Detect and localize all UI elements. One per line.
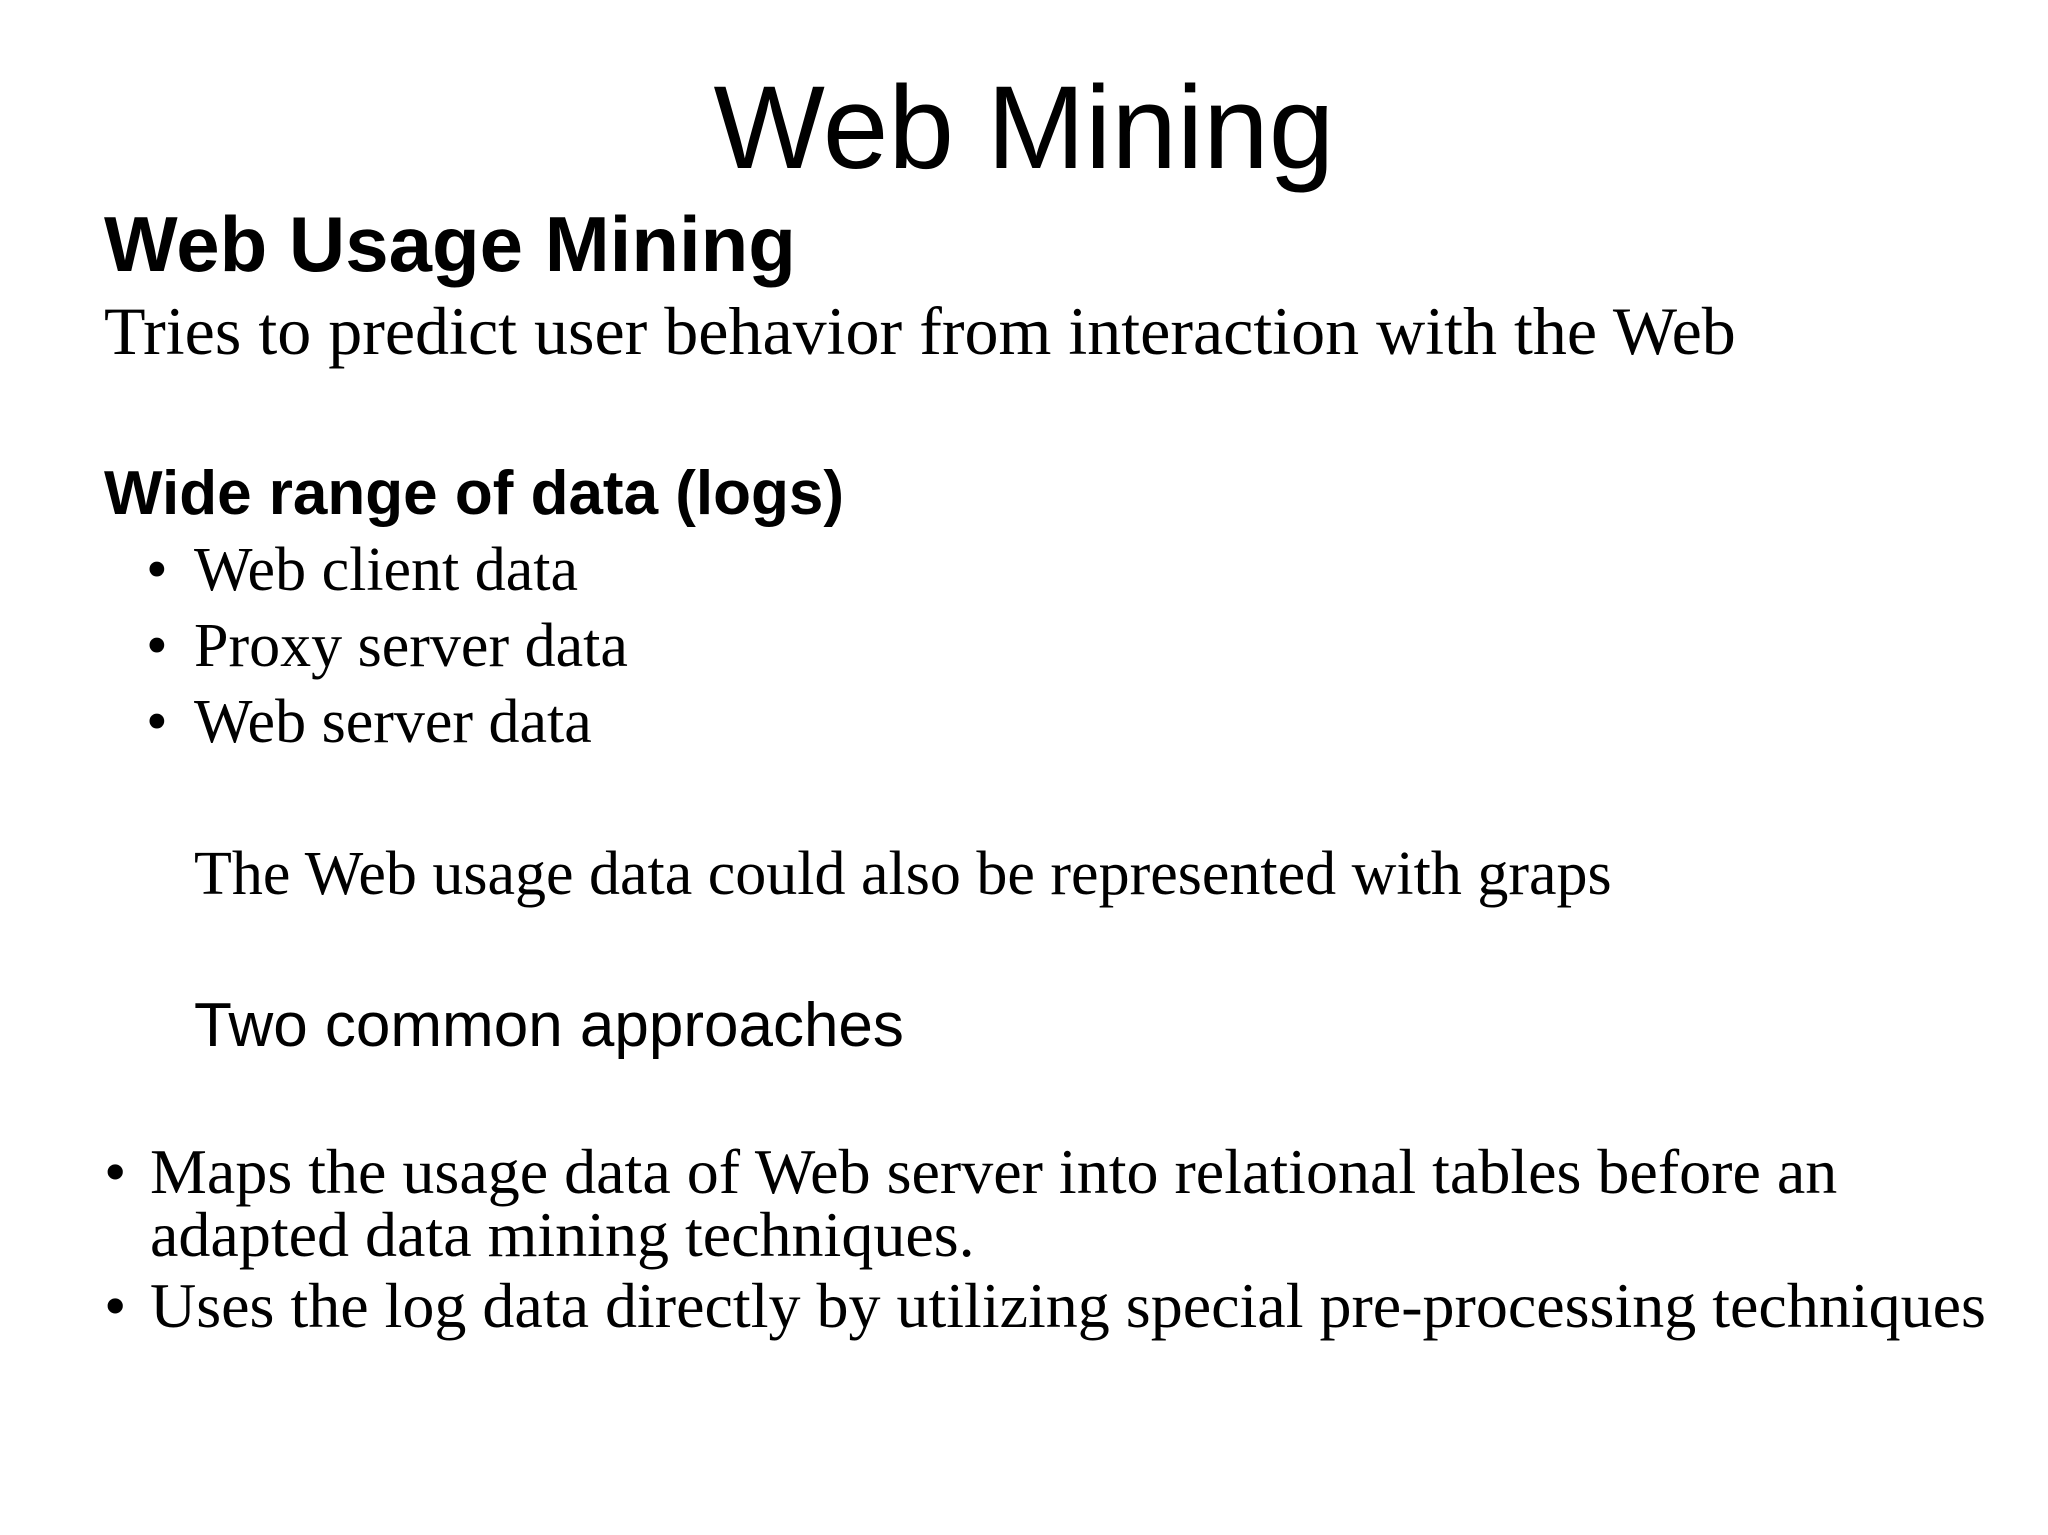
approaches-heading: Two common approaches — [194, 991, 904, 1060]
list-item-label: Proxy server data — [194, 612, 628, 680]
list-item — [146, 532, 578, 608]
intro-text: Tries to predict user behavior from interaction with the Web — [104, 293, 1736, 369]
graph-note: The Web usage data could also be represented with graps — [194, 840, 1612, 908]
bullet-icon: • — [104, 1270, 127, 1341]
list-item — [146, 608, 628, 684]
list-item-label: Web client data — [194, 536, 579, 604]
list-item-label: Web server data — [194, 688, 592, 756]
bullet-icon: • — [104, 1136, 127, 1207]
bullet-icon: • — [146, 612, 168, 680]
list-item — [146, 684, 592, 760]
list-item — [104, 1270, 2004, 1341]
list-item — [104, 1136, 2004, 1270]
bullet-icon: • — [146, 688, 168, 756]
data-heading: Wide range of data (logs) — [104, 459, 845, 528]
list-item-label: Uses the log data directly by utilizing special pre-processing techniques — [150, 1270, 1986, 1341]
bullet-icon: • — [146, 536, 168, 604]
list-item-label: Maps the usage data of Web server into relational tables before an adapted data mining techniques. — [150, 1136, 1838, 1270]
slide-title: Web Mining — [713, 62, 1335, 194]
approaches-list — [104, 1136, 2004, 1345]
section-heading: Web Usage Mining — [104, 200, 796, 288]
